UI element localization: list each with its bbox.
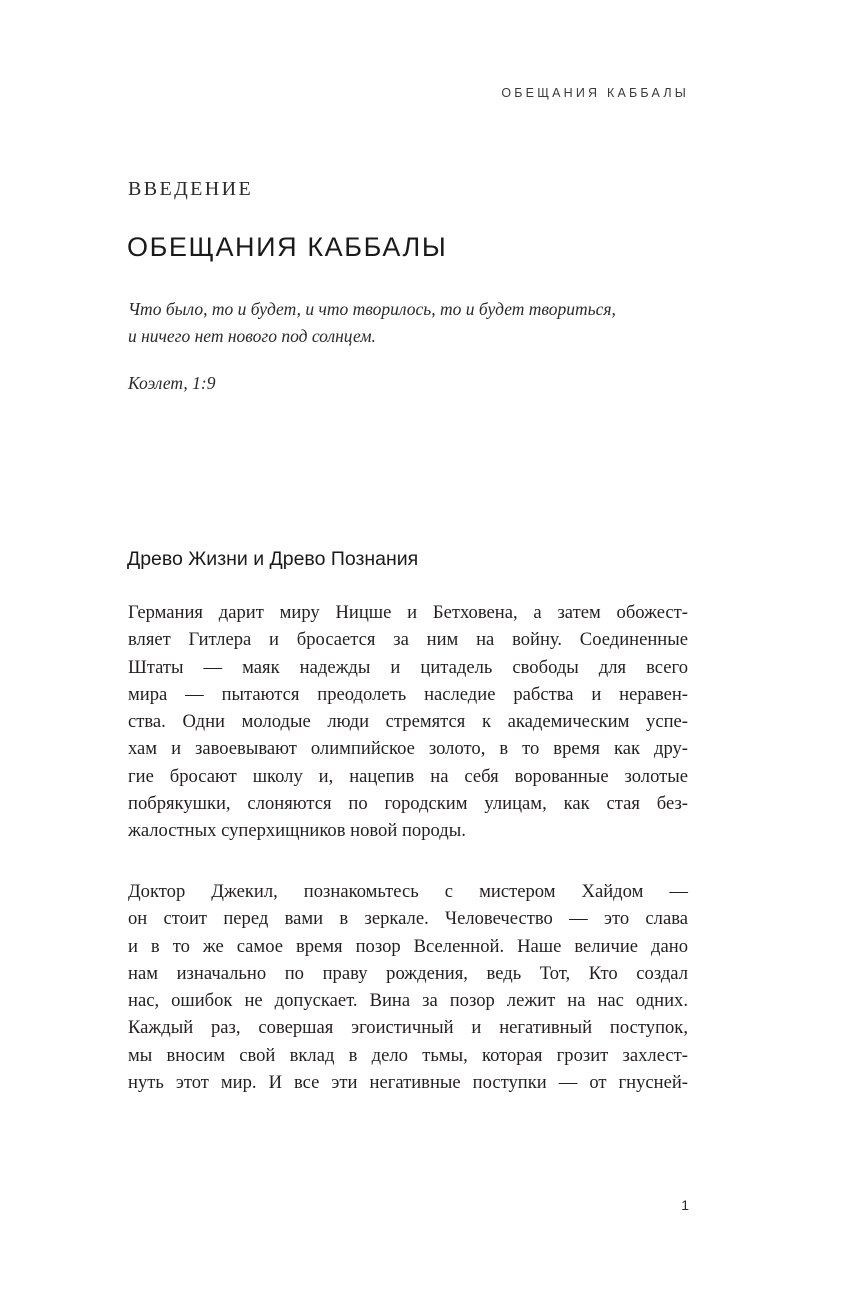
text-line: Германия дарит миру Ницше и Бетховена, а затем обожест-: [128, 602, 688, 623]
body-paragraph-2: [128, 878, 688, 1096]
page-number: 1: [681, 1197, 689, 1213]
text-line: хам и завоевывают олимпийское золото, в то время как дру-: [128, 738, 688, 760]
epigraph-line: Что было, то и будет, и что творилось, то и будет твориться,: [128, 299, 616, 319]
chapter-title: ОБЕЩАНИЯ КАББАЛЫ: [127, 232, 448, 262]
text-line: ства. Одни молодые люди стремятся к академическим успе-: [128, 711, 688, 732]
text-line: нам изначально по праву рождения, ведь Тот, Кто создал: [128, 962, 688, 984]
text-line: Каждый раз, совершая эгоистичный и негативный поступок,: [128, 1017, 688, 1039]
text-line: Доктор Джекил, познакомьтесь с мистером Хайдом —: [128, 881, 688, 902]
text-line: он стоит перед вами в зеркале. Человечество — это слава: [128, 908, 688, 930]
text-line: нуть этот мир. И все эти негативные поступки — от гнусней-: [128, 1071, 688, 1093]
body-paragraph-1: [128, 599, 688, 844]
text-line: жалостных суперхищников новой породы.: [128, 820, 466, 841]
text-line: мира — пытаются преодолеть наследие рабства и неравен-: [128, 683, 688, 705]
epigraph: [128, 296, 708, 350]
section-heading: Древо Жизни и Древо Познания: [127, 548, 419, 570]
text-line: мы вносим свой вклад в дело тьмы, которая грозит захлест-: [128, 1044, 688, 1066]
running-header: ОБЕЩАНИЯ КАББАЛЫ: [501, 86, 689, 100]
text-line: и в то же самое время позор Вселенной. Наше величие дано: [128, 935, 688, 957]
text-line: вляет Гитлера и бросается за ним на войну. Соединенные: [128, 629, 688, 651]
text-line: Штаты — маяк надежды и цитадель свободы для всего: [128, 656, 688, 678]
text-line: нас, ошибок не допускает. Вина за позор лежит на нас одних.: [128, 990, 688, 1011]
text-line: побрякушки, слоняются по городским улицам, как стая без-: [128, 792, 688, 814]
epigraph-source: Коэлет, 1:9: [128, 373, 216, 393]
text-line: гие бросают школу и, нацепив на себя ворованные золотые: [128, 765, 688, 787]
chapter-label: ВВЕДЕНИЕ: [128, 178, 254, 200]
epigraph-line: и ничего нет нового под солнцем.: [128, 326, 376, 346]
